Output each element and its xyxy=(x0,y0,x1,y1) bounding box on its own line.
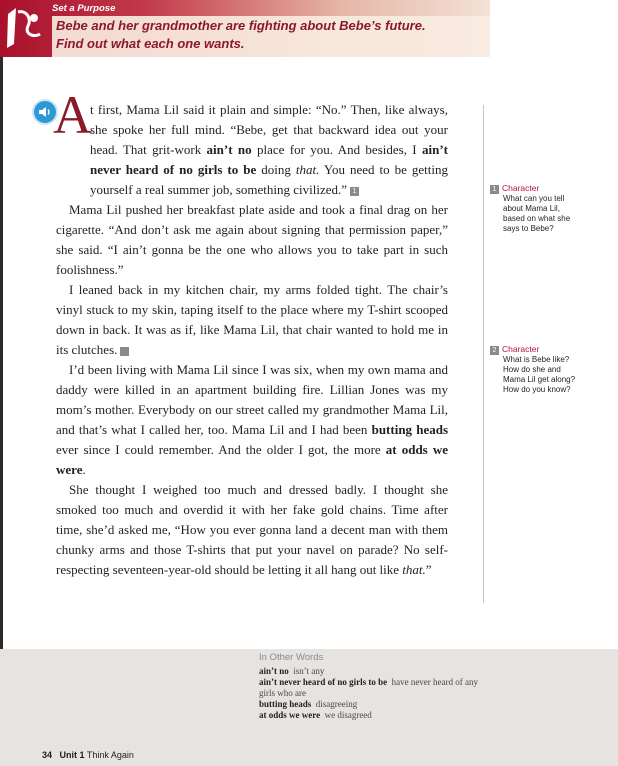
gloss-list xyxy=(259,666,489,721)
purpose-text xyxy=(56,17,476,53)
note-marker-2[interactable]: 2 xyxy=(120,347,129,356)
vocab-at-odds: at odds we were xyxy=(56,442,448,477)
side-note-1 xyxy=(490,183,580,234)
paragraph-1: t first, Mama Lil said it plain and simple: “No.” Then, like always, she spoke her full mind. “Bebe, get that backward idea out your head. That grit-work ain’t no place for you. And besides, I ain’t never heard of no girls to be doing that. You need to be getting yourself a real summer job, something civilized.” 1 xyxy=(90,102,448,197)
purpose-line-1: Bebe and her grandmother are fighting about Bebe’s future. xyxy=(56,18,426,33)
page-footer xyxy=(42,750,134,760)
paragraph-3: I leaned back in my kitchen chair, my arms folded tight. The chair’s vinyl stuck to my skin, taping itself to the place where my T-shirt scooped down in back. It was as if, like Mama Lil, that chair wanted to hold me in its clutches. 2 xyxy=(56,282,448,357)
gloss-item: at odds we were we disagreed xyxy=(259,710,372,720)
gloss-item: ain’t never heard of no girls to be have never heard of any girls who are xyxy=(259,677,479,698)
side-column-rule xyxy=(483,105,484,603)
side-note-2 xyxy=(490,344,580,395)
speaker-icon xyxy=(38,105,52,119)
gloss-item: ain’t no isn’t any xyxy=(259,666,325,676)
side-note-2-question: What is Bebe like? How do she and Mama Lil get along? How do you know? xyxy=(503,355,576,394)
drop-cap: A xyxy=(53,85,92,145)
vocab-aint-never-heard: ain’t never heard of no girls to be xyxy=(90,142,448,177)
side-note-2-heading: 2 Character xyxy=(490,344,580,355)
paragraph-5: She thought I weighed too much and dressed badly. I thought she smoked too much and overdid it with her fake gold chains. Time after time, she’d asked me, “How you ever gonna land a decent man with them chunky arms and those T-shirts that put your navel on parade? No self-respecting seventeen-year-old should be letting it all hang out like that.” xyxy=(56,482,448,577)
note-marker-1[interactable]: 1 xyxy=(350,187,359,196)
gloss-item: butting heads disagreeing xyxy=(259,699,358,709)
unit-title: Think Again xyxy=(86,750,134,760)
page-number: 34 xyxy=(42,750,53,760)
purpose-label: Set a Purpose xyxy=(52,3,116,14)
vocab-butting-heads: butting heads xyxy=(371,422,449,437)
side-note-1-question: What can you tell about Mama Lil, based on what she says to Bebe? xyxy=(503,194,571,233)
side-note-1-heading: 1 Character xyxy=(490,183,580,194)
vocab-aint-no: ain’t no xyxy=(206,142,252,157)
gloss-title: In Other Words xyxy=(259,652,324,663)
purpose-emblem-icon xyxy=(4,4,46,52)
story-text xyxy=(56,100,448,580)
purpose-line-2: Find out what each one wants. xyxy=(56,36,245,51)
paragraph-2: Mama Lil pushed her breakfast plate aside and took a final drag on her cigarette. “And don’t ask me again about signing that permission paper,” she said. “I ain’t gonna be the one who allows you to take part in such foolishness.” xyxy=(56,202,448,277)
paragraph-4: I’d been living with Mama Lil since I was six, when my own mama and daddy were killed in an apartment building fire. Lillian Jones was my mom’s mother. Everybody on our street called my grandmother Mama Lil, and that’s what I called her, too. Mama Lil and I had been butting heads ever since I could remember. And the older I got, the more at odds we were. xyxy=(56,362,449,477)
unit-label: Unit 1 xyxy=(59,750,85,760)
